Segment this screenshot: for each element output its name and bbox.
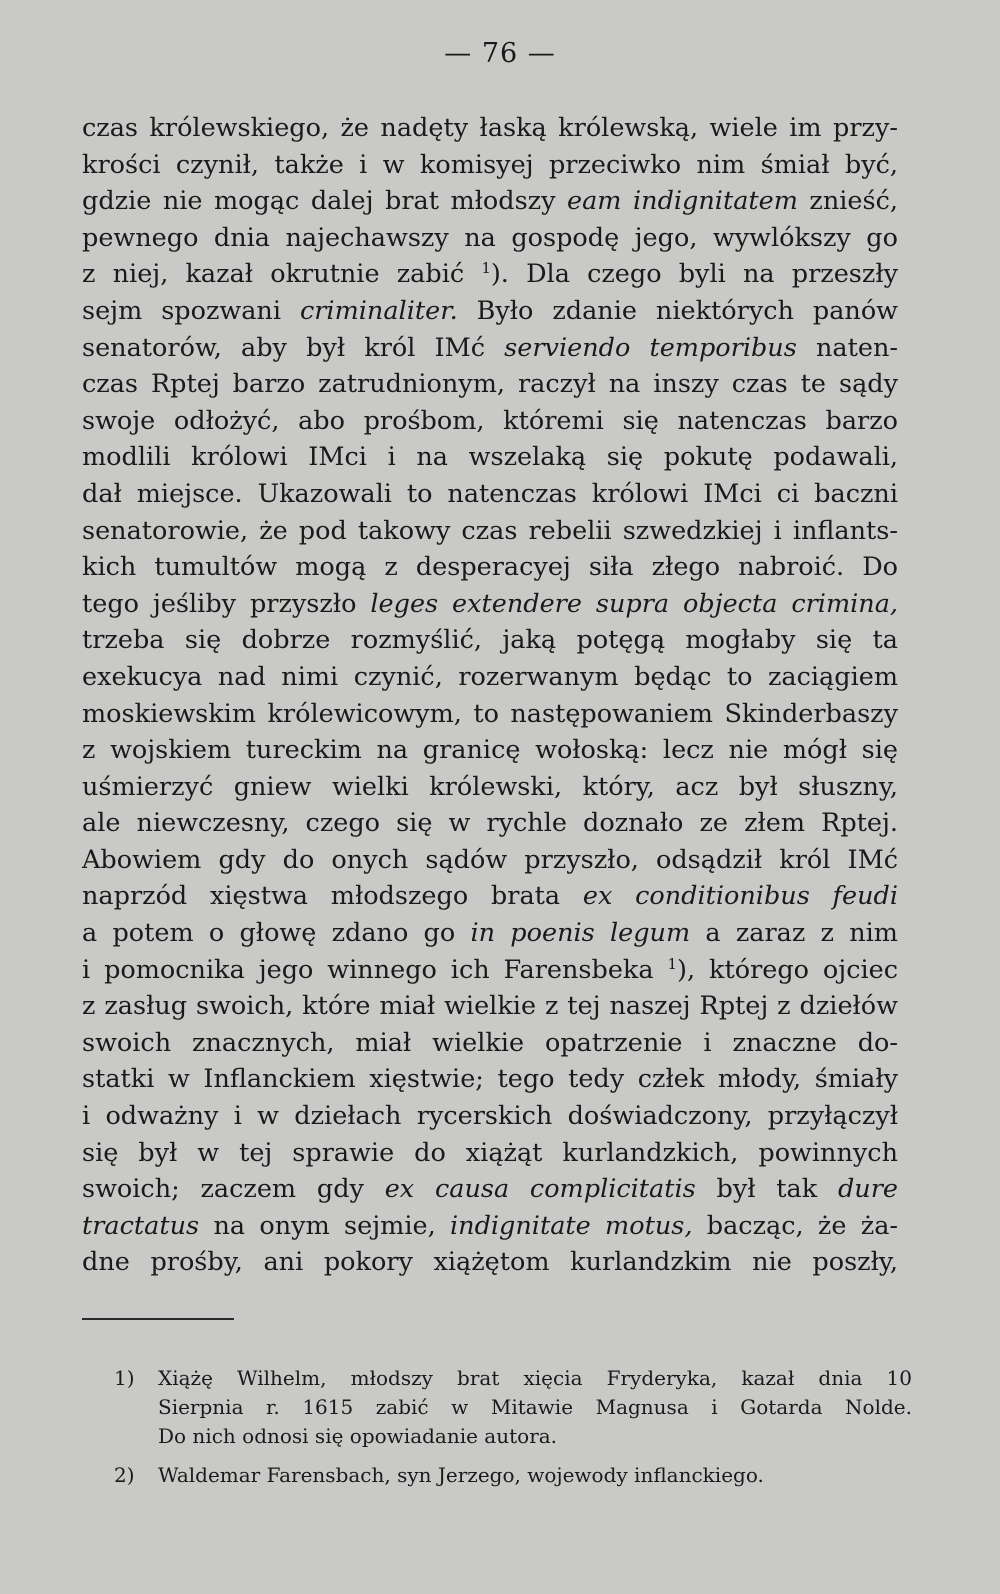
latin-phrase: serviendo temporibus (504, 332, 797, 363)
text-run: dał miejsce. Ukazowali to natenczas królowi IMci ci baczni (82, 478, 898, 509)
text-run: ale niewczesny, czego się w rychle doznało ze złem Rptej. (82, 808, 898, 839)
text-run: dne prośby, ani pokory xiążętom kurlandzkim nie poszły, (82, 1247, 898, 1278)
text-run: gdzie nie mogąc dalej brat młodszy (82, 186, 568, 217)
text-line (82, 439, 898, 476)
text-line (82, 586, 898, 623)
text-line (82, 915, 898, 952)
text-run: na onym sejmie, (199, 1210, 450, 1241)
text-run: statki w Inflanckiem xięstwie; tego tedy człek młody, śmiały (82, 1064, 898, 1095)
text-run: Abowiem gdy do onych sądów przyszło, odsądził król IMć (82, 844, 898, 875)
footnote-ref: 1 (667, 954, 678, 973)
text-run: ), którego ojciec (677, 954, 898, 985)
text-run: czas Rptej barzo zatrudnionym, raczył na inszy czas te sądy (82, 369, 898, 400)
latin-phrase: ex conditionibus feudi (582, 881, 898, 912)
text-run: senatorowie, że pod takowy czas rebelii szwedzkiej i inflants- (82, 515, 898, 546)
text-line (82, 696, 898, 733)
text-line (82, 1098, 898, 1135)
text-run: z zasług swoich, które miał wielkie z tej naszej Rptej z dziełów (82, 991, 898, 1022)
text-run: trzeba się dobrze rozmyślić, jaką potęgą mogłaby się ta (82, 625, 898, 656)
text-run: i pomocnika jego winnego ich Farensbeka (82, 954, 668, 985)
text-line (82, 769, 898, 806)
text-run: pewnego dnia najechawszy na gospodę jego, wywlókszy go (82, 222, 898, 253)
text-line (82, 1244, 898, 1281)
latin-phrase: ex causa complicitatis (384, 1174, 696, 1205)
text-run: modlili królowi IMci i na wszelaką się pokutę podawali, (82, 442, 898, 473)
latin-phrase: dure (837, 1174, 898, 1205)
text-run: bacząc, że ża- (692, 1210, 898, 1241)
text-line (82, 110, 898, 147)
page-number: — 76 — (444, 38, 556, 69)
text-run: senatorów, aby był król IMć (82, 332, 505, 363)
text-line (82, 1208, 898, 1245)
footnotes (82, 1364, 912, 1490)
latin-phrase: tractatus (82, 1210, 200, 1241)
text-run: z niej, kazał okrutnie zabić (82, 259, 482, 290)
text-run: uśmierzyć gniew wielki królewski, który, acz był słuszny, (82, 771, 898, 802)
latin-phrase: indignitate motus, (450, 1210, 693, 1241)
footnote (82, 1364, 912, 1451)
footnote-mark: 2) (114, 1463, 135, 1487)
text-line (82, 293, 898, 330)
text-run: się był w tej sprawie do xiążąt kurlandzkich, powinnych (82, 1137, 898, 1168)
text-line (82, 403, 898, 440)
text-run: swoje odłożyć, abo prośbom, któremi się natenczas barzo (82, 405, 898, 436)
footnote-line: Xiążę Wilhelm, młodszy brat xięcia Fryderyka, kazał dnia 10 (158, 1366, 912, 1390)
text-line (82, 1061, 898, 1098)
footnote-rule (82, 1318, 234, 1320)
latin-phrase: criminaliter. (299, 295, 458, 326)
text-run: a zaraz z nim (690, 918, 898, 949)
text-line (82, 147, 898, 184)
text-line (82, 952, 898, 989)
footnote-line: Sierpnia r. 1615 zabić w Mitawie Magnusa i Gotarda Nolde. (158, 1395, 912, 1419)
text-line (82, 366, 898, 403)
text-run: krości czynił, także i w komisyej przeciwko nim śmiał być, (82, 149, 898, 180)
text-run: swoich; zaczem gdy (82, 1174, 385, 1205)
text-line (82, 1171, 898, 1208)
body-text (82, 110, 898, 1281)
text-run: exekucya nad nimi czynić, rozerwanym będąc to zaciągiem (82, 661, 898, 692)
text-line (82, 513, 898, 550)
text-run: swoich znacznych, miał wielkie opatrzenie i znaczne do- (82, 1027, 898, 1058)
text-run: naprzód xięstwa młodszego brata (82, 881, 583, 912)
text-run: czas królewskiego, że nadęty łaską królewską, wiele im przy- (82, 113, 898, 143)
text-line (82, 330, 898, 367)
text-line (82, 1135, 898, 1172)
text-run: tego jeśliby przyszło (82, 588, 371, 619)
text-run: a potem o głowę zdano go (82, 918, 471, 949)
latin-phrase: in poenis legum (470, 918, 691, 949)
text-run: z wojskiem tureckim na granicę wołoską: lecz nie mógł się (82, 735, 898, 766)
text-line (82, 256, 898, 293)
text-run: Było zdanie niektórych panów (457, 295, 898, 326)
footnote-line: Waldemar Farensbach, syn Jerzego, wojewody inflanckiego. (158, 1463, 764, 1487)
text-line (82, 1025, 898, 1062)
text-line (82, 805, 898, 842)
text-run: naten- (796, 332, 898, 363)
text-run: sejm spozwani (82, 295, 300, 326)
footnote (82, 1461, 912, 1490)
text-run: był tak (695, 1174, 838, 1205)
text-run: moskiewskim królewicowym, to następowaniem Skinderbaszy (82, 698, 898, 729)
text-line (82, 476, 898, 513)
text-run: znieść, (797, 186, 898, 217)
text-line (82, 622, 898, 659)
text-line (82, 659, 898, 696)
text-run: ). Dla czego byli na przeszły (490, 259, 898, 290)
footnote-line: Do nich odnosi się opowiadanie autora. (158, 1424, 558, 1448)
footnote-mark: 1) (114, 1366, 135, 1390)
latin-phrase: eam indignitatem (567, 186, 798, 217)
text-line (82, 878, 898, 915)
text-line (82, 220, 898, 257)
text-run: kich tumultów mogą z desperacyej siła złego nabroić. Do (82, 552, 898, 583)
text-line (82, 842, 898, 879)
footnote-ref: 1 (481, 259, 491, 278)
text-line (82, 988, 898, 1025)
text-run: i odważny i w dziełach rycerskich doświadczony, przyłączył (82, 1101, 898, 1132)
text-line (82, 549, 898, 586)
text-line (82, 183, 898, 220)
latin-phrase: leges extendere supra objecta crimina, (370, 588, 898, 619)
text-line (82, 732, 898, 769)
